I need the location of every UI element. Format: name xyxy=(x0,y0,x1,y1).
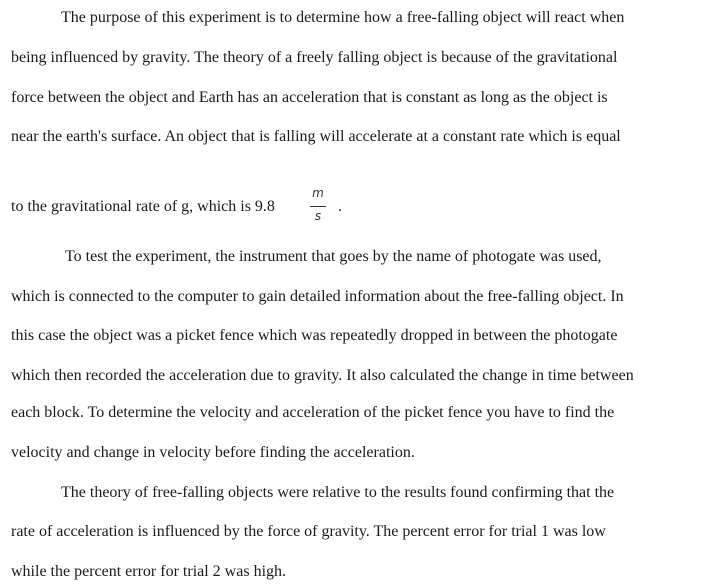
paragraph-1-line-1: The purpose of this experiment is to determine how a free-falling object will react when xyxy=(61,9,625,26)
paragraph-2-line-3: this case the object was a picket fence which was repeatedly dropped in between the photogate xyxy=(11,327,618,344)
sentence-period: . xyxy=(338,198,342,215)
paragraph-1-line-5: to the gravitational rate of g, which is 9.8 xyxy=(11,198,275,215)
paragraph-1-line-3: force between the object and Earth has an acceleration that is constant as long as the object is xyxy=(11,89,608,106)
unit-numerator: m xyxy=(312,186,324,200)
paragraph-3-line-1: The theory of free-falling objects were relative to the results found confirming that the xyxy=(61,484,615,501)
paragraph-3-line-2: rate of acceleration is influenced by the force of gravity. The percent error for trial 1 was low xyxy=(11,523,606,540)
paragraph-2-line-5: each block. To determine the velocity and acceleration of the picket fence you have to find the xyxy=(11,404,615,421)
paragraph-2-line-2: which is connected to the computer to gain detailed information about the free-falling object. In xyxy=(11,288,624,305)
paragraph-2-line-1: To test the experiment, the instrument that goes by the name of photogate was used, xyxy=(65,248,602,265)
paragraph-2-line-6: velocity and change in velocity before finding the acceleration. xyxy=(11,444,415,461)
fraction-bar xyxy=(310,206,326,207)
paragraph-3-line-3: while the percent error for trial 2 was high. xyxy=(11,563,287,580)
paragraph-2-line-4: which then recorded the acceleration due to gravity. It also calculated the change in time between xyxy=(11,367,634,384)
unit-denominator: s xyxy=(314,209,322,223)
paragraph-1-line-2: being influenced by gravity. The theory of a freely falling object is because of the gravitational xyxy=(11,49,618,66)
paragraph-1-line-4: near the earth's surface. An object that is falling will accelerate at a constant rate which is equal xyxy=(11,128,621,145)
